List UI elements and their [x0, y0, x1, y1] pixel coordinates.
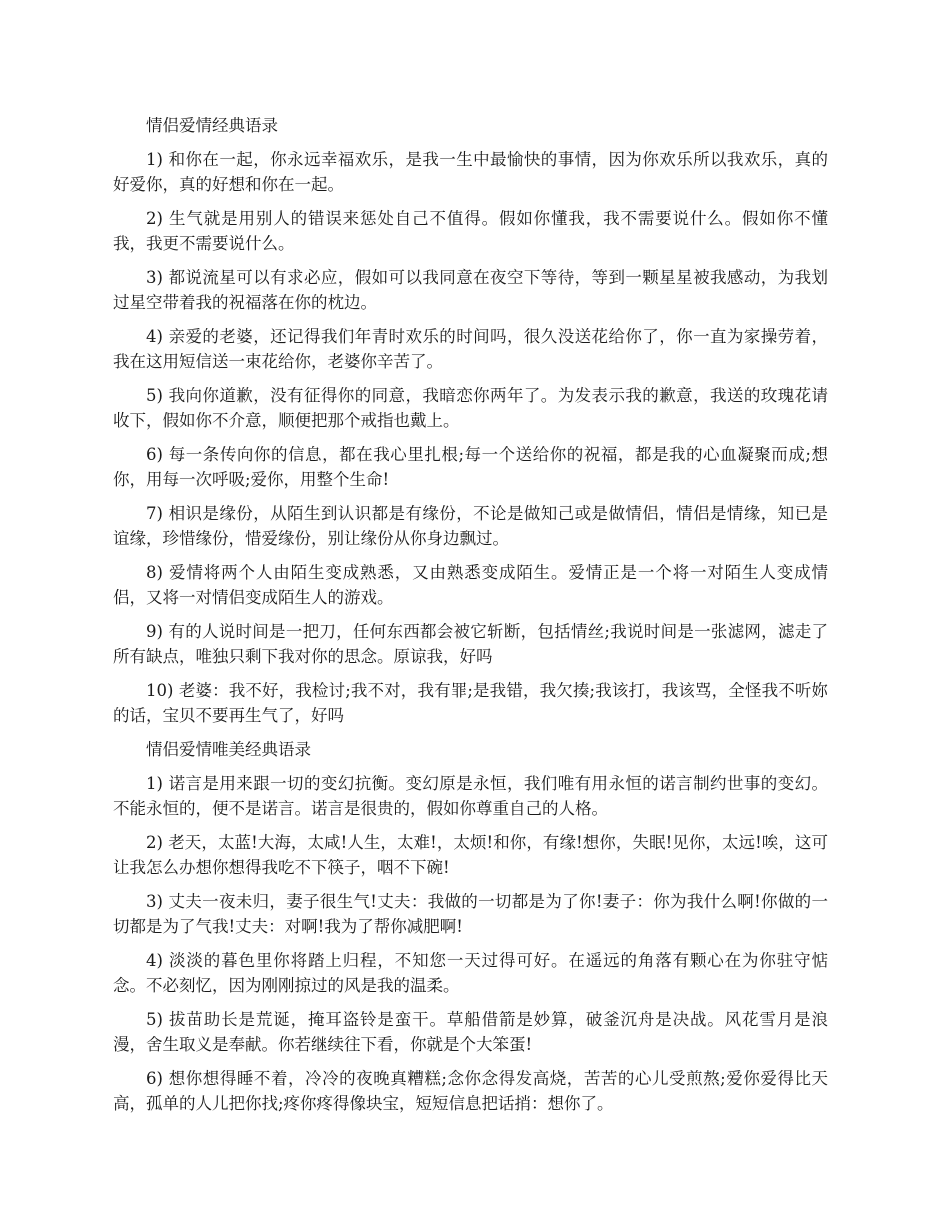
quote-paragraph: 7) 相识是缘份，从陌生到认识都是有缘份，不论是做知己或是做情侣，情侣是情缘，知已是谊缘，珍惜缘份，惜爱缘份，别让缘份从你身边飘过。 [113, 504, 828, 548]
section-title: 情侣爱情经典语录 [146, 116, 278, 135]
quote-paragraph: 1) 诺言是用来跟一切的变幻抗衡。变幻原是永恒，我们唯有用永恒的诺言制约世事的变幻。不能永恒的，便不是诺言。诺言是很贵的，假如你尊重自己的人格。 [113, 774, 828, 818]
quote-paragraph: 3) 都说流星可以有求必应，假如可以我同意在夜空下等待，等到一颗星星被我感动，为我划过星空带着我的祝福落在你的枕边。 [113, 268, 828, 312]
quote-paragraph: 6) 想你想得睡不着，冷冷的夜晚真糟糕;念你念得发高烧，苦苦的心儿受煎熬;爱你爱得比天高，孤单的人儿把你找;疼你疼得像块宝，短短信息把话捎：想你了。 [113, 1069, 828, 1113]
quote-paragraph: 6) 每一条传向你的信息，都在我心里扎根;每一个送给你的祝福，都是我的心血凝聚而成;想你，用每一次呼吸;爱你，用整个生命! [113, 445, 828, 489]
section-title: 情侣爱情唯美经典语录 [146, 740, 311, 759]
quote-paragraph: 8) 爱情将两个人由陌生变成熟悉，又由熟悉变成陌生。爱情正是一个将一对陌生人变成情侣，又将一对情侣变成陌生人的游戏。 [113, 563, 828, 607]
quote-paragraph: 5) 我向你道歉，没有征得你的同意，我暗恋你两年了。为发表示我的歉意，我送的玫瑰花请收下，假如你不介意，顺便把那个戒指也戴上。 [113, 386, 828, 430]
quote-paragraph: 1) 和你在一起，你永远幸福欢乐，是我一生中最愉快的事情，因为你欢乐所以我欢乐，真的好爱你，真的好想和你在一起。 [113, 150, 828, 194]
quote-paragraph: 3) 丈夫一夜未归，妻子很生气!丈夫：我做的一切都是为了你!妻子：你为我什么啊!你做的一切都是为了气我!丈夫：对啊!我为了帮你减肥啊! [113, 892, 828, 936]
document-body [113, 113, 828, 1116]
quote-paragraph: 4) 亲爱的老婆，还记得我们年青时欢乐的时间吗，很久没送花给你了，你一直为家操劳着，我在这用短信送一束花给你，老婆你辛苦了。 [113, 327, 828, 371]
quote-paragraph: 2) 老天，太蓝!大海，太咸!人生，太难!，太烦!和你，有缘!想你，失眠!见你，太远!唉，这可让我怎么办想你想得我吃不下筷子，咽不下碗! [113, 833, 828, 877]
quote-paragraph: 4) 淡淡的暮色里你将踏上归程，不知您一天过得可好。在遥远的角落有颗心在为你驻守惦念。不必刻忆，因为刚刚掠过的风是我的温柔。 [113, 951, 828, 995]
quote-paragraph: 5) 拔苗助长是荒诞，掩耳盗铃是蛮干。草船借箭是妙算，破釜沉舟是决战。风花雪月是浪漫，舍生取义是奉献。你若继续往下看，你就是个大笨蛋! [113, 1010, 828, 1054]
quote-paragraph: 9) 有的人说时间是一把刀，任何东西都会被它斩断，包括情丝;我说时间是一张滤网，滤走了所有缺点，唯独只剩下我对你的思念。原谅我，好吗 [113, 622, 828, 666]
quote-paragraph: 2) 生气就是用别人的错误来惩处自己不值得。假如你懂我，我不需要说什么。假如你不懂我，我更不需要说什么。 [113, 209, 828, 253]
quote-paragraph: 10) 老婆：我不好，我检讨;我不对，我有罪;是我错，我欠揍;我该打，我该骂，全怪我不听妳的话，宝贝不要再生气了，好吗 [113, 681, 828, 725]
